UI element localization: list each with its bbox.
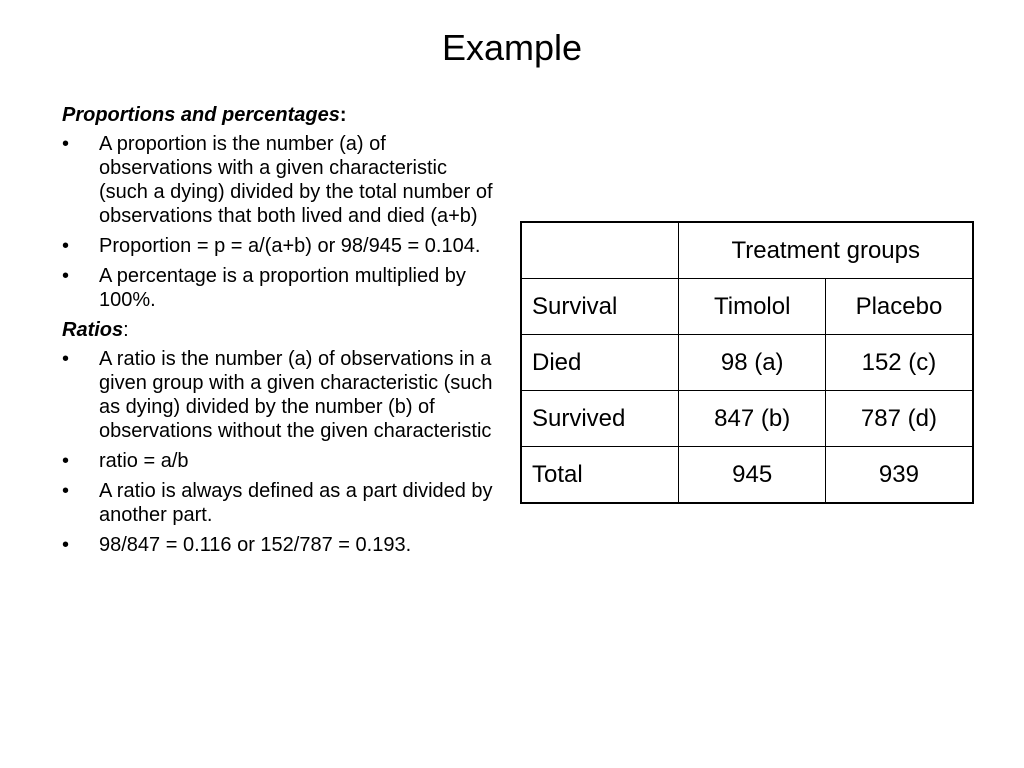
table-row [521,335,973,391]
text-column [62,103,494,563]
table-cell: 98 (a) [679,335,825,391]
table-cell: 847 (b) [679,391,825,447]
ratios-heading-text: Ratios [62,319,124,341]
bullet-icon: • [62,235,70,257]
table-row [521,391,973,447]
proportions-heading-text: Proportions and percentages [62,104,340,126]
list-item [62,533,494,557]
table-cell: Total [521,447,679,504]
table-cell: Survival [521,279,679,335]
list-item [62,264,494,312]
table-corner-cell [521,222,679,279]
slide-title: Example [441,27,583,68]
list-item [62,347,494,443]
table-cell: Placebo [825,279,973,335]
ratios-list [62,347,494,557]
list-item [62,449,494,473]
bullet-icon: • [62,534,70,556]
bullet-icon: • [62,348,70,370]
list-item [62,479,494,527]
list-item-text: 98/847 = 0.116 or 152/787 = 0.193. [99,534,412,556]
list-item-text: A percentage is a proportion multiplied by 100%. [99,265,466,311]
table-cell: 945 [679,447,825,504]
bullet-icon: • [62,480,70,502]
list-item [62,132,494,228]
table-cell: 939 [825,447,973,504]
ratios-heading-colon: : [123,319,129,341]
table-cell: 152 (c) [825,335,973,391]
bullet-icon: • [62,133,70,155]
proportions-heading [62,103,494,127]
table-cell: Died [521,335,679,391]
list-item [62,234,494,258]
table-group-header: Treatment groups [679,222,973,279]
table-header-row [521,222,973,279]
table-row [521,279,973,335]
list-item-text: A ratio is always defined as a part divided by another part. [99,480,493,526]
proportions-list [62,132,494,312]
treatment-table [520,221,974,504]
bullet-icon: • [62,265,70,287]
ratios-heading [62,318,494,342]
proportions-heading-colon: : [339,104,347,126]
list-item-text: A proportion is the number (a) of observations with a given characteristic (such a dying) divided by the total number of observations that both lived and died (a+b) [99,133,493,227]
bullet-icon: • [62,450,70,472]
table-row [521,447,973,504]
list-item-text: A ratio is the number (a) of observations in a given group with a given characteristic (such as dying) divided by the number (b) of observations without the given characteristic [99,348,493,442]
list-item-text: Proportion = p = a/(a+b) or 98/945 = 0.104. [99,235,481,257]
table-cell: Survived [521,391,679,447]
table-cell: Timolol [679,279,825,335]
list-item-text: ratio = a/b [99,450,189,472]
table-cell: 787 (d) [825,391,973,447]
